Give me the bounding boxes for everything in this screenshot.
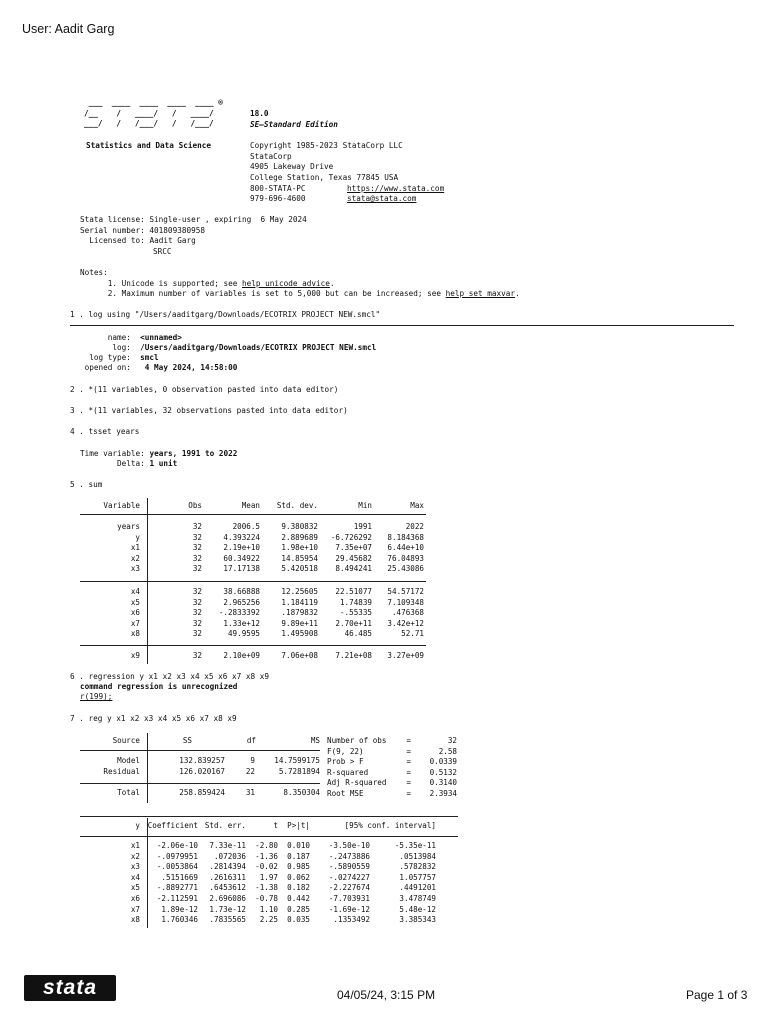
sum-cell-variable: y	[135, 532, 140, 542]
log-opened-value: 4 May 2024, 14:58:00	[140, 363, 238, 372]
sum-cell-std: 2.889689	[281, 532, 318, 542]
coef-cell-t: 2.25	[259, 915, 278, 925]
sum-cell-std: 1.184119	[281, 597, 318, 607]
command-7: 7 . reg y x1 x2 x3 x4 x5 x6 x7 x8 x9	[70, 714, 237, 723]
coef-cell-ci-low: .1353492	[333, 915, 370, 925]
log-name-line	[80, 333, 182, 344]
model-stats	[327, 736, 457, 800]
anova-total	[80, 788, 320, 799]
anova-col-df: df	[246, 736, 256, 745]
coef-cell-t: -2.80	[255, 841, 278, 850]
coef-cell-ci-high: 5.48e-12	[399, 904, 436, 914]
command-4: 4 . tsset years	[70, 427, 140, 436]
log-opened-label: opened on:	[80, 363, 141, 372]
sum-cell-mean: 2.965256	[223, 597, 260, 607]
sum-cell-std: .1879832	[281, 608, 318, 618]
tsset-delta-value: 1 unit	[149, 459, 178, 468]
version: 18.0	[250, 109, 269, 118]
sum-row	[80, 629, 424, 640]
command-6: 6 . regression y x1 x2 x3 x4 x5 x6 x7 x8 x9	[70, 672, 270, 681]
sum-cell-std: 1.98e+10	[281, 543, 318, 553]
coef-cell-coef: 1.89e-12	[161, 904, 198, 914]
sum-cell-min: 7.21e+08	[335, 651, 372, 660]
sum-row	[80, 598, 424, 609]
stat-label: Adj R-squared	[327, 778, 387, 788]
sum-cell-obs: 32	[192, 522, 202, 531]
stat-value: 2.58	[438, 746, 457, 756]
coef-cell-p: 0.062	[287, 872, 310, 882]
sum-cell-mean: 1.33e+12	[223, 618, 260, 628]
stat-eq: =	[406, 746, 411, 756]
sum-cell-min: 1991	[353, 522, 372, 531]
sum-cell-obs: 32	[192, 597, 202, 607]
coef-header	[80, 821, 436, 832]
stat-row	[327, 789, 457, 800]
sum-block-rule	[80, 645, 426, 646]
command-1: 1 . log using "/Users/aaditgarg/Downloads/ECOTRIX PROJECT NEW.smcl"	[70, 310, 381, 319]
sum-cell-variable: x7	[130, 618, 140, 628]
anova-total-label: Total	[117, 788, 140, 797]
coef-cell-ci-high: .5782832	[399, 862, 436, 872]
coef-cell-ci-high: 3.478749	[399, 893, 436, 903]
licensed-to-line	[80, 236, 196, 247]
sum-cell-mean: 60.34922	[223, 553, 260, 563]
sum-cell-mean: -.2833392	[218, 608, 260, 618]
stat-row	[327, 747, 457, 758]
stat-eq: =	[406, 767, 411, 777]
coef-col-t: t	[273, 821, 278, 830]
sum-block	[80, 522, 424, 575]
coef-cell-ci-low: -1.69e-12	[328, 904, 370, 914]
coef-cell-p: 0.035	[287, 915, 310, 925]
coef-cell-coef: .5151669	[161, 872, 198, 882]
coef-cell-se: .7835565	[209, 915, 246, 925]
sum-cell-min: -6.726292	[330, 532, 372, 542]
sum-cell-std: 1.495908	[281, 629, 318, 639]
coef-row	[80, 873, 436, 884]
stat-value: 0.3140	[429, 778, 457, 788]
sum-row	[80, 564, 424, 575]
anova-total-ms: 8.350304	[283, 788, 320, 797]
stata-logo-text: stata	[42, 976, 98, 999]
sum-cell-min: -.55335	[339, 608, 372, 618]
sum-cell-obs: 32	[192, 543, 202, 553]
coef-top-rule	[80, 816, 458, 817]
sum-col-std: Std. dev.	[276, 501, 318, 510]
command-3: 3 . *(11 variables, 32 observations pasted into data editor)	[70, 406, 348, 415]
stat-label: Number of obs	[327, 736, 387, 745]
edition: SE—Standard Edition	[250, 120, 338, 129]
sum-block-rule	[80, 581, 426, 582]
user-label: User: Aadit Garg	[22, 22, 115, 36]
anova-cell-ss: 132.839257	[179, 756, 225, 765]
sum-cell-std: 12.25605	[281, 587, 318, 596]
coef-cell-ci-low: -2.227674	[328, 883, 370, 893]
log-opened-line	[80, 363, 237, 374]
coef-cell-t: -0.78	[255, 893, 278, 903]
license-line: Stata license: Single-user , expiring 6 May 2024	[80, 215, 307, 224]
sum-cell-max: 3.42e+12	[387, 618, 424, 628]
anova-total-rule	[80, 783, 320, 784]
coef-cell-ci-high: 3.385343	[399, 915, 436, 925]
sum-col-obs: Obs	[188, 501, 202, 510]
sum-cell-obs: 32	[192, 553, 202, 563]
note-1	[80, 279, 335, 290]
coef-col-ci: [95% conf. interval]	[344, 821, 436, 830]
log-divider	[70, 325, 734, 326]
sum-cell-max: 52.71	[401, 629, 424, 639]
sum-col-min: Min	[358, 501, 372, 510]
anova-header	[80, 736, 320, 747]
website-link[interactable]: https://www.stata.com	[347, 184, 445, 193]
coef-cell-coef: -.8892771	[156, 883, 198, 893]
page-number: Page 1 of 3	[686, 988, 748, 1002]
note-2	[80, 289, 520, 300]
sum-cell-max: 76.04893	[387, 553, 424, 563]
sum-cell-min: 22.51077	[335, 587, 372, 596]
coef-row	[80, 841, 436, 852]
licensed-to-label: Licensed to:	[80, 236, 150, 245]
tsset-timevar-value: years, 1991 to 2022	[149, 449, 238, 458]
sum-cell-obs: 32	[192, 564, 202, 574]
coef-row	[80, 915, 436, 926]
error-message: command regression is unrecognized	[80, 682, 238, 691]
coef-cell-ci-low: -7.703931	[328, 893, 370, 903]
sum-cell-variable: years	[117, 522, 140, 531]
coef-cell-t: -0.02	[255, 862, 278, 872]
sum-row	[80, 543, 424, 554]
coef-row	[80, 862, 436, 873]
sum-cell-variable: x2	[130, 553, 140, 563]
stat-value: 32	[447, 736, 457, 745]
sum-cell-mean: 4.393224	[223, 532, 260, 542]
sum-cell-max: 54.57172	[387, 587, 424, 596]
sum-cell-min: 7.35e+07	[335, 543, 372, 553]
coef-cell-ci-low: -3.50e-10	[328, 841, 370, 850]
coef-row	[80, 894, 436, 905]
sum-cell-variable: x3	[130, 564, 140, 574]
sum-col-max: Max	[410, 501, 424, 510]
sum-cell-max: 3.27e+09	[387, 651, 424, 660]
coef-cell-coef: -2.112591	[156, 893, 198, 903]
stat-row	[327, 778, 457, 789]
coef-cell-p: 0.985	[287, 862, 310, 872]
sum-cell-min: 2.70e+11	[335, 618, 372, 628]
anova-col-source: Source	[112, 736, 140, 745]
sum-row	[80, 651, 424, 662]
sum-cell-min: 1.74839	[339, 597, 372, 607]
sum-cell-variable: x8	[130, 629, 140, 639]
logo-line: ___/ / /___/ / /___/	[84, 119, 214, 129]
stat-eq: =	[406, 757, 411, 767]
error-code-link[interactable]: r(199);	[80, 692, 113, 701]
address-line2: College Station, Texas 77845 USA	[250, 173, 399, 182]
coef-cell-ci-low: -.0274227	[328, 872, 370, 882]
command-5: 5 . sum	[70, 480, 103, 489]
log-name-label: name:	[80, 333, 141, 342]
sum-cell-mean: 2.19e+10	[223, 543, 260, 553]
sum-cell-variable: x1	[130, 543, 140, 553]
stata-logo	[24, 975, 116, 1001]
coef-header-rule	[80, 836, 458, 837]
coef-cell-ci-low: -.2473886	[328, 851, 370, 861]
note-1-text: 1. Unicode is supported; see	[80, 279, 242, 288]
anova-cell-source: Residual	[103, 766, 140, 776]
coef-cell-var: x2	[130, 851, 140, 861]
coef-cell-var: x1	[130, 841, 140, 850]
coef-cell-p: 0.285	[287, 904, 310, 914]
coef-cell-coef: -2.06e-10	[156, 841, 198, 850]
sum-cell-obs: 32	[192, 608, 202, 618]
sum-row	[80, 533, 424, 544]
coef-cell-t: -1.36	[255, 851, 278, 861]
coef-cell-var: x5	[130, 883, 140, 893]
anova-cell-ms: 14.7599175	[274, 756, 320, 765]
log-path-label: log:	[80, 343, 141, 352]
sum-cell-min: 29.45682	[335, 553, 372, 563]
sum-header	[80, 501, 424, 512]
logo-line: ___ ____ ____ ____ ____ ®	[84, 98, 223, 107]
coef-cell-p: 0.010	[287, 841, 310, 850]
coef-row	[80, 883, 436, 894]
log-type-line	[80, 353, 159, 364]
notes-title: Notes:	[80, 268, 108, 277]
sum-cell-max: 25.43086	[387, 564, 424, 574]
note-1-end: .	[329, 279, 335, 288]
sum-cell-min: 46.485	[344, 629, 372, 639]
coef-cell-se: 7.33e-11	[209, 841, 246, 850]
sum-row	[80, 522, 424, 533]
email-link[interactable]: stata@stata.com	[347, 194, 417, 203]
sum-cell-variable: x9	[130, 651, 140, 660]
coef-col-dep: y	[135, 821, 140, 830]
stat-eq: =	[406, 778, 411, 788]
stat-label: R-squared	[327, 767, 369, 777]
log-path-value: /Users/aaditgarg/Downloads/ECOTRIX PROJECT NEW.smcl	[140, 343, 377, 352]
coef-cell-t: -1.38	[255, 883, 278, 893]
tagline: Statistics and Data Science	[86, 141, 211, 150]
sum-cell-max: .476368	[391, 608, 424, 618]
coef-row	[80, 852, 436, 863]
coef-cell-ci-high: -5.35e-11	[394, 841, 436, 850]
tsset-delta-label: Delta:	[80, 459, 150, 468]
sum-cell-max: 6.44e+10	[387, 543, 424, 553]
coef-cell-se: .072036	[213, 851, 246, 861]
coef-cell-p: 0.187	[287, 851, 310, 861]
sum-block	[80, 651, 424, 662]
coef-cell-coef: -.0053864	[156, 862, 198, 872]
coef-cell-se: .2616311	[209, 872, 246, 882]
sum-header-rule	[80, 514, 426, 515]
stat-row	[327, 757, 457, 768]
stat-value: 0.5132	[429, 767, 457, 777]
anova-row	[80, 767, 320, 778]
sum-cell-obs: 32	[192, 618, 202, 628]
anova-total-df: 31	[245, 788, 255, 797]
sum-cell-obs: 32	[192, 587, 202, 596]
anova-cell-source: Model	[117, 756, 140, 765]
anova-total-ss: 258.859424	[179, 788, 225, 797]
sum-cell-variable: x5	[130, 597, 140, 607]
stat-row	[327, 736, 457, 747]
copyright: Copyright 1985-2023 StataCorp LLC	[250, 141, 403, 150]
sum-col-mean: Mean	[241, 501, 260, 510]
coef-cell-se: 2.696086	[209, 893, 246, 903]
sum-cell-std: 5.420518	[281, 564, 318, 574]
stat-row	[327, 768, 457, 779]
sum-cell-mean: 49.9595	[227, 629, 260, 639]
coef-cell-se: .6453612	[209, 883, 246, 893]
coef-cell-coef: -.0979951	[156, 851, 198, 861]
anova-cell-ms: 5.7281894	[278, 766, 320, 776]
stat-eq: =	[406, 736, 411, 745]
sum-cell-max: 2022	[405, 522, 424, 531]
coef-cell-ci-low: -.5890559	[328, 862, 370, 872]
coef-col-coef: Coefficient	[147, 821, 198, 830]
phone: 800-STATA-PC	[250, 184, 306, 193]
coef-cell-var: x6	[130, 893, 140, 903]
anova-col-ss: SS	[182, 736, 192, 745]
stat-label: Prob > F	[327, 757, 364, 767]
coef-cell-coef: 1.760346	[161, 915, 198, 925]
coef-cell-se: .2814394	[209, 862, 246, 872]
sum-row	[80, 587, 424, 598]
stat-label: F(9, 22)	[327, 746, 364, 756]
stata-ascii-logo	[84, 98, 223, 130]
sum-row	[80, 608, 424, 619]
sum-row	[80, 554, 424, 565]
sum-cell-variable: x4	[130, 587, 140, 596]
licensed-to-value: Aadit Garg	[149, 236, 196, 245]
print-datetime: 04/05/24, 3:15 PM	[337, 988, 436, 1002]
coef-cell-var: x3	[130, 862, 140, 872]
stat-value: 2.3934	[429, 788, 457, 798]
sum-col-variable: Variable	[103, 501, 140, 510]
note-2-end: .	[515, 289, 520, 298]
sum-cell-obs: 32	[192, 651, 202, 660]
coef-col-se: Std. err.	[204, 821, 246, 830]
coef-cell-var: x7	[130, 904, 140, 914]
log-path-line	[80, 343, 376, 354]
coef-cell-ci-high: .0513984	[399, 851, 436, 861]
anova-rows	[80, 756, 320, 777]
coef-cell-t: 1.97	[259, 872, 278, 882]
licensed-org: SRCC	[153, 247, 172, 256]
coef-cell-var: x4	[130, 872, 140, 882]
sum-cell-mean: 17.17138	[223, 564, 260, 574]
help-maxvar-link[interactable]: help set_maxvar	[445, 289, 516, 298]
serial-line: Serial number: 401809380958	[80, 226, 205, 235]
log-name-value: <unnamed>	[140, 333, 182, 342]
sum-cell-mean: 2.10e+09	[223, 651, 260, 660]
sum-cell-min: 8.494241	[335, 564, 372, 574]
sum-cell-max: 8.184368	[387, 532, 424, 542]
tsset-timevar	[80, 449, 237, 460]
command-2: 2 . *(11 variables, 0 observation pasted into data editor)	[70, 385, 339, 394]
anova-cell-ss: 126.020167	[179, 766, 225, 776]
company: StataCorp	[250, 152, 292, 161]
address-line1: 4905 Lakeway Drive	[250, 162, 334, 171]
tsset-delta	[80, 459, 177, 470]
sum-cell-std: 9.89e+11	[281, 618, 318, 628]
help-unicode-link[interactable]: help unicode_advice	[242, 279, 330, 288]
coef-cell-ci-high: .4491201	[399, 883, 436, 893]
coef-cell-p: 0.182	[287, 883, 310, 893]
coef-cell-p: 0.442	[287, 893, 310, 903]
sum-cell-mean: 2006.5	[232, 522, 260, 531]
stat-eq: =	[406, 788, 411, 798]
log-type-value: smcl	[140, 353, 159, 362]
coef-cell-ci-high: 1.057757	[399, 872, 436, 882]
sum-cell-std: 7.06e+08	[281, 651, 318, 660]
sum-cell-mean: 38.66888	[223, 587, 260, 596]
anova-col-ms: MS	[310, 736, 320, 745]
fax: 979-696-4600	[250, 194, 306, 203]
sum-row	[80, 619, 424, 630]
sum-cell-max: 7.109348	[387, 597, 424, 607]
logo-line: /__ / ____/ / ____/	[84, 108, 214, 118]
coef-rows	[80, 841, 436, 926]
sum-cell-std: 14.85954	[281, 553, 318, 563]
coef-cell-se: 1.73e-12	[209, 904, 246, 914]
anova-header-rule	[80, 750, 320, 751]
anova-row	[80, 756, 320, 767]
sum-block	[80, 587, 424, 640]
log-type-label: log type:	[80, 353, 141, 362]
sum-cell-obs: 32	[192, 532, 202, 542]
coef-col-p: P>|t|	[287, 821, 310, 830]
sum-cell-variable: x6	[130, 608, 140, 618]
stat-label: Root MSE	[327, 788, 364, 798]
sum-cell-obs: 32	[192, 629, 202, 639]
coef-row	[80, 905, 436, 916]
stat-value: 0.0339	[429, 757, 457, 767]
coef-cell-var: x8	[130, 915, 140, 925]
note-2-text: 2. Maximum number of variables is set to 5,000 but can be increased; see	[80, 289, 446, 298]
anova-cell-df: 22	[245, 766, 255, 776]
sum-cell-std: 9.380832	[281, 522, 318, 531]
anova-cell-df: 9	[250, 756, 255, 765]
tsset-timevar-label: Time variable:	[80, 449, 150, 458]
coef-cell-t: 1.10	[259, 904, 278, 914]
